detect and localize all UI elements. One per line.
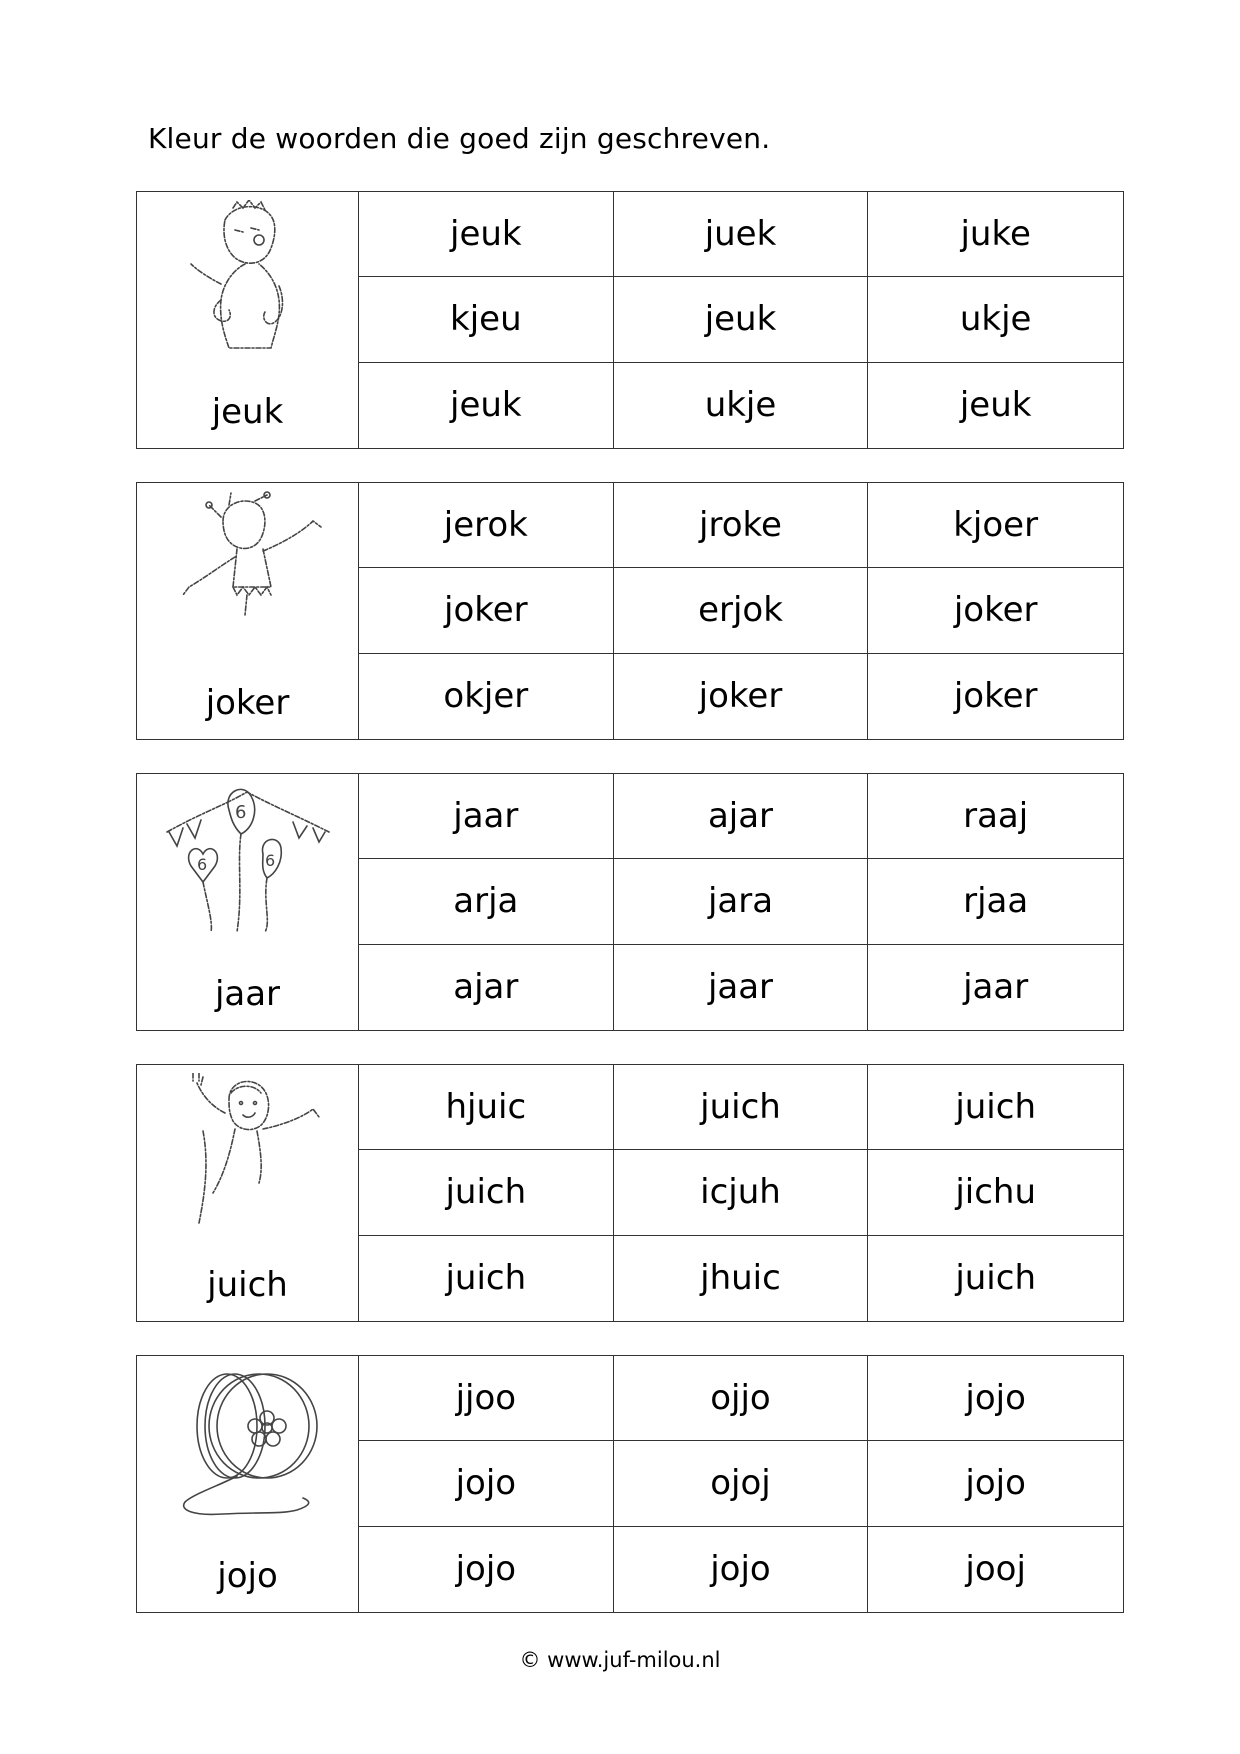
word-option[interactable]: ukje	[868, 277, 1123, 362]
word-option[interactable]: jaar	[963, 967, 1029, 1008]
word-option[interactable]: jjoo	[359, 1356, 614, 1441]
exercise-block	[136, 1355, 1124, 1613]
picture-cell	[137, 192, 359, 448]
word-option[interactable]: jara	[614, 859, 869, 944]
word-option[interactable]: jaar	[359, 774, 614, 859]
word-option[interactable]: jaar	[614, 945, 869, 1030]
picture-cell	[137, 774, 359, 1030]
word-grid	[359, 1356, 1123, 1612]
target-word: juich	[207, 1265, 288, 1305]
word-option[interactable]: hjuic	[359, 1065, 614, 1150]
word-option[interactable]: jooj	[965, 1549, 1026, 1590]
word-option[interactable]: ojjo	[614, 1356, 869, 1441]
word-option[interactable]: joker	[953, 676, 1038, 717]
word-option[interactable]: joker	[868, 568, 1123, 653]
exercise-block	[136, 773, 1124, 1031]
word-option[interactable]: jojo	[868, 1356, 1123, 1441]
word-option[interactable]: kjeu	[359, 277, 614, 362]
target-word: jaar	[214, 974, 281, 1014]
word-option[interactable]: kjoer	[868, 483, 1123, 568]
exercise-block	[136, 482, 1124, 740]
birthday-balloons-drawing	[163, 782, 333, 942]
word-option[interactable]: jeuk	[614, 277, 869, 362]
word-option[interactable]: juke	[868, 192, 1123, 277]
word-option[interactable]: jeuk	[959, 385, 1032, 426]
word-option[interactable]: ojoj	[614, 1441, 869, 1526]
word-grid	[359, 483, 1123, 739]
word-option[interactable]: joker	[614, 654, 869, 739]
target-word: joker	[205, 683, 290, 723]
word-option[interactable]: joker	[359, 568, 614, 653]
word-option[interactable]: juich	[614, 1065, 869, 1150]
picture-cell	[137, 483, 359, 739]
word-option[interactable]: icjuh	[614, 1150, 869, 1235]
word-option[interactable]: ukje	[614, 363, 869, 448]
picture-cell	[137, 1356, 359, 1612]
word-option[interactable]: jojo	[868, 1441, 1123, 1526]
instruction-text: Kleur de woorden die goed zijn geschreven.	[148, 122, 771, 155]
word-grid	[359, 774, 1123, 1030]
joker-drawing	[163, 491, 333, 651]
target-word: jeuk	[211, 392, 284, 432]
itching-person-drawing	[163, 200, 333, 360]
word-option[interactable]: jichu	[868, 1150, 1123, 1235]
word-option[interactable]: jojo	[359, 1527, 614, 1612]
word-option[interactable]: jojo	[359, 1441, 614, 1526]
svg-text:6: 6	[235, 802, 247, 823]
word-option[interactable]: okjer	[359, 654, 614, 739]
svg-text:6: 6	[265, 851, 276, 870]
word-option[interactable]: jerok	[359, 483, 614, 568]
cheering-child-drawing	[163, 1073, 333, 1233]
svg-text:6: 6	[197, 855, 208, 874]
word-option[interactable]: raaj	[868, 774, 1123, 859]
word-grid	[359, 1065, 1123, 1321]
word-option[interactable]: ajar	[614, 774, 869, 859]
target-word: jojo	[217, 1556, 278, 1596]
word-option[interactable]: jhuic	[614, 1236, 869, 1321]
picture-cell	[137, 1065, 359, 1321]
word-option[interactable]: juich	[955, 1258, 1036, 1299]
exercise-block	[136, 191, 1124, 449]
word-option[interactable]: jroke	[614, 483, 869, 568]
yoyo-drawing	[163, 1364, 333, 1524]
word-option[interactable]: juich	[359, 1236, 614, 1321]
word-option[interactable]: juek	[614, 192, 869, 277]
exercise-block	[136, 1064, 1124, 1322]
word-option[interactable]: jojo	[614, 1527, 869, 1612]
word-option[interactable]: juich	[359, 1150, 614, 1235]
word-option[interactable]: ajar	[359, 945, 614, 1030]
word-option[interactable]: arja	[359, 859, 614, 944]
word-option[interactable]: jeuk	[359, 363, 614, 448]
word-option[interactable]: jeuk	[359, 192, 614, 277]
word-option[interactable]: juich	[868, 1065, 1123, 1150]
word-grid	[359, 192, 1123, 448]
copyright-footer: © www.juf-milou.nl	[519, 1648, 721, 1672]
word-option[interactable]: erjok	[614, 568, 869, 653]
word-option[interactable]: rjaa	[868, 859, 1123, 944]
